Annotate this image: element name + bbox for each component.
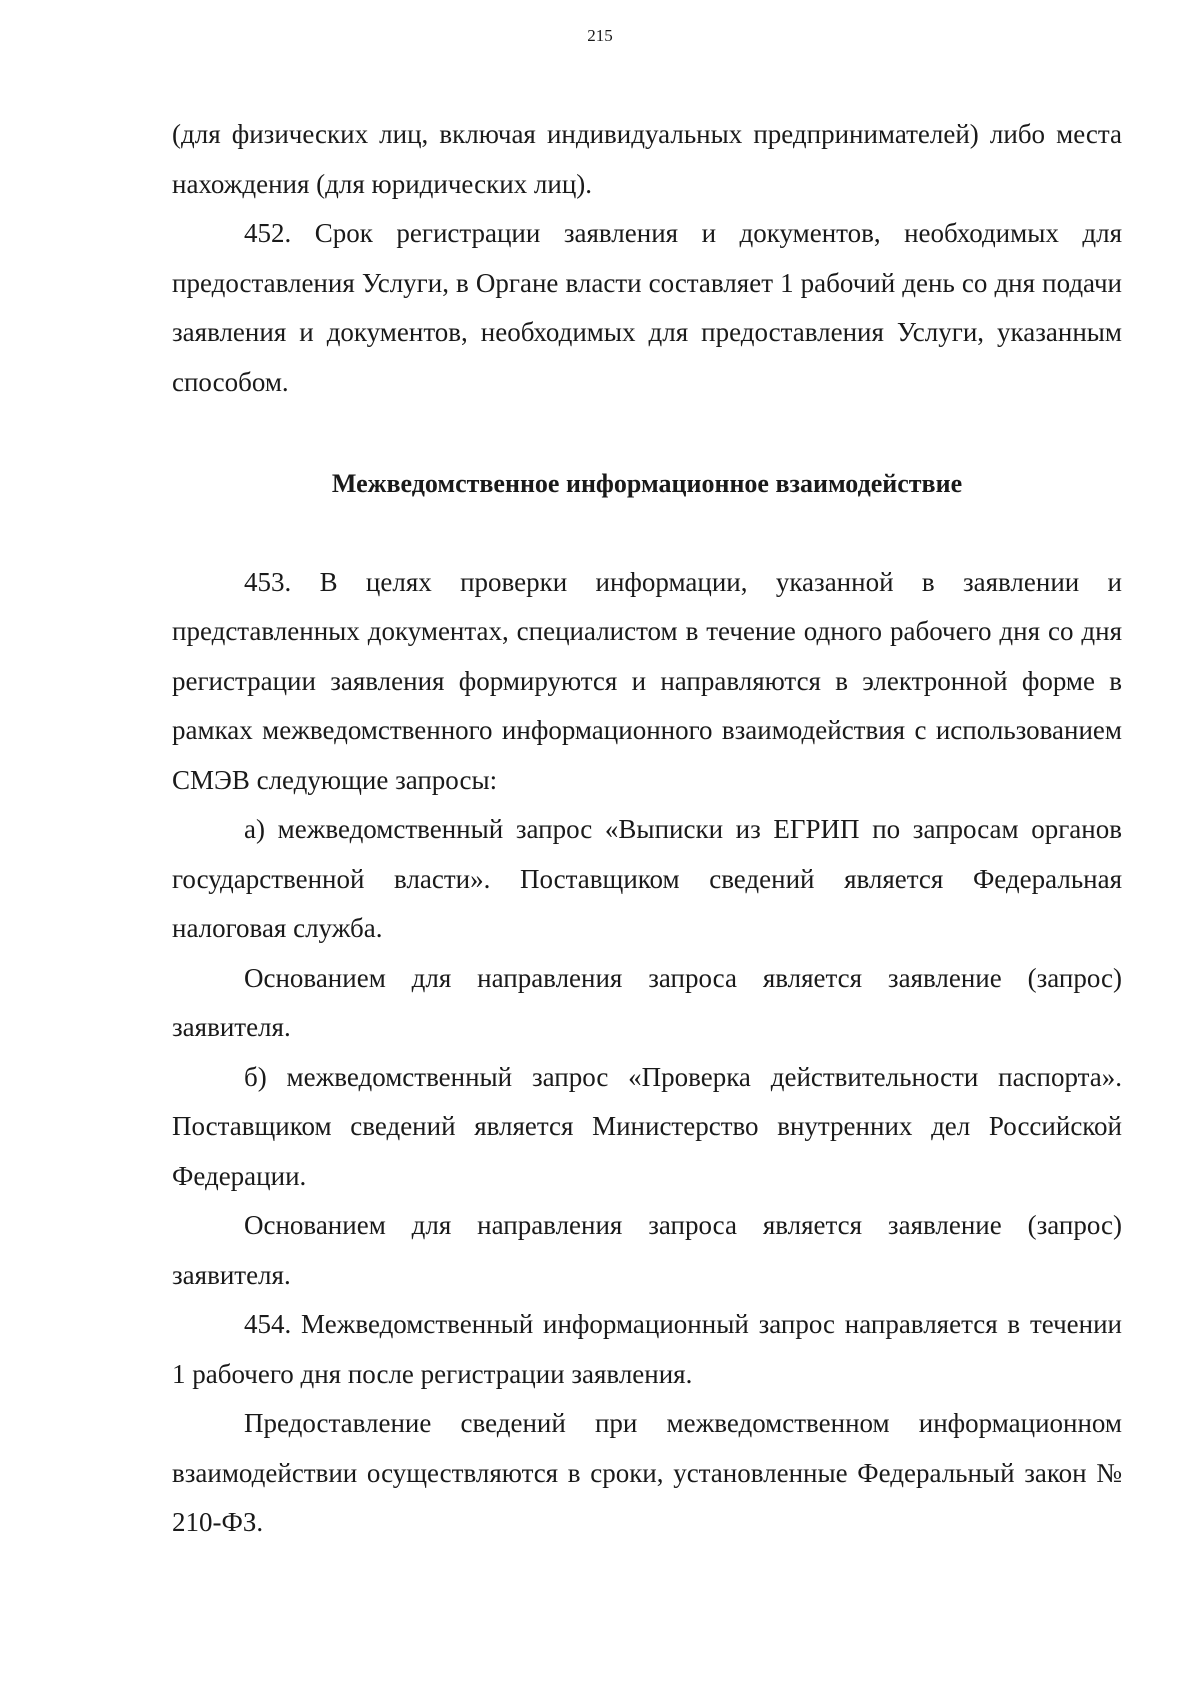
document-body (172, 110, 1122, 1548)
paragraph-request-a: а) межведомственный запрос «Выписки из ЕГРИП по запросам органов государственной власти». Поставщиком сведений является Федеральная налоговая служба. (172, 814, 1122, 943)
paragraph-452: 452. Срок регистрации заявления и документов, необходимых для предоставления Услуги, в Органе власти составляет 1 рабочий день со дня подачи заявления и документов, необходимых для предоставления Услуги, указанным способом. (172, 218, 1122, 397)
paragraph-454: 454. Межведомственный информационный запрос направляется в течении 1 рабочего дня после регистрации заявления. (172, 1309, 1122, 1389)
paragraph-basis-b: Основанием для направления запроса является заявление (запрос) заявителя. (172, 1210, 1122, 1290)
paragraph-continuation: (для физических лиц, включая индивидуальных предпринимателей) либо места нахождения (для юридических лиц). (172, 119, 1122, 199)
paragraph-request-b: б) межведомственный запрос «Проверка действительности паспорта». Поставщиком сведений является Министерство внутренних дел Российской Федерации. (172, 1061, 1122, 1191)
paragraph-deadlines: Предоставление сведений при межведомственном информационном взаимодействии осуществляются в сроки, установленные Федеральный закон № 210-ФЗ. (172, 1408, 1122, 1537)
page-number: 215 (587, 26, 613, 45)
paragraph-453: 453. В целях проверки информации, указанной в заявлении и представленных документах, специалистом в течение одного рабочего дня со дня регистрации заявления формируются и направляются в электронной форме в рамках межведомственного информационного взаимодействия с использованием СМЭВ следующие запросы: (172, 566, 1122, 795)
section-heading: Межведомственное информационное взаимодействие (331, 469, 963, 498)
paragraph-basis-a: Основанием для направления запроса является заявление (запрос) заявителя. (172, 962, 1122, 1042)
